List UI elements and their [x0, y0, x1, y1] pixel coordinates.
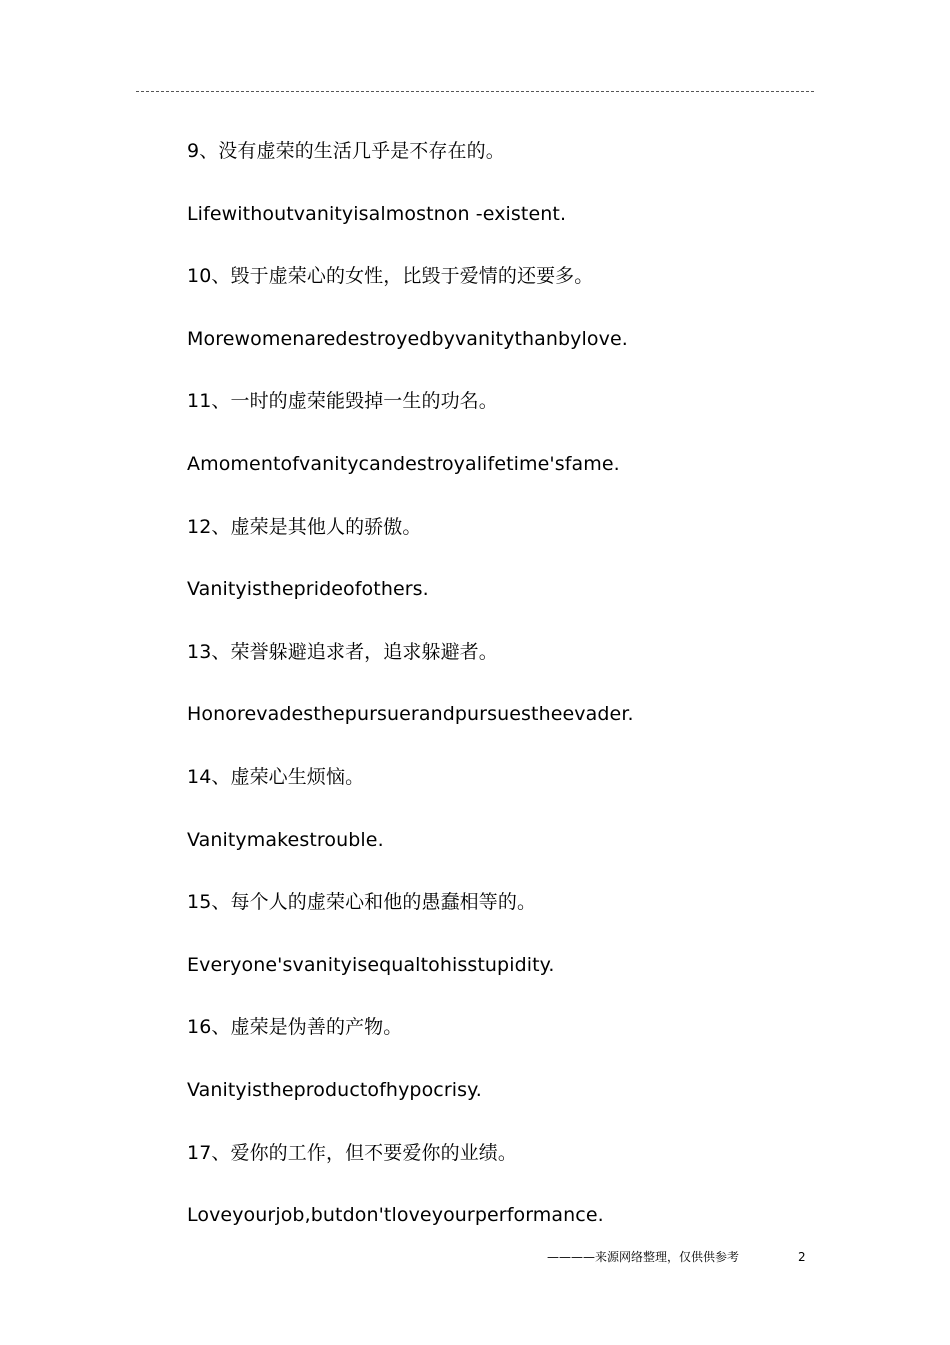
page-number: 2 [798, 1250, 806, 1264]
document-body [187, 136, 827, 1263]
quote-13-english: Honorevadesthepursuerandpursuestheevader. [187, 703, 634, 726]
quote-10-chinese: 10、毁于虚荣心的女性，比毁于爱情的还要多。 [187, 265, 594, 288]
quote-14-chinese: 14、虚荣心生烦恼。 [187, 765, 365, 788]
footer-source-note: ————来源网络整理，仅供供参考 [547, 1250, 740, 1264]
quote-15-english: Everyone'svanityisequaltohisstupidity. [187, 953, 555, 976]
quote-16-english: Vanityistheproductofhypocrisy. [187, 1078, 482, 1101]
quote-17-english: Loveyourjob,butdon'tloveyourperformance. [187, 1204, 604, 1227]
quote-11-english: Amomentofvanitycandestroyalifetime'sfame. [187, 452, 620, 475]
quote-12-chinese: 12、虚荣是其他人的骄傲。 [187, 515, 422, 538]
quote-10-english: Morewomenaredestroyedbyvanitythanbylove. [187, 327, 628, 350]
quote-9-english: Lifewithoutvanityisalmostnon -existent. [187, 202, 567, 225]
quote-9-chinese: 9、没有虚荣的生活几乎是不存在的。 [187, 140, 505, 162]
quote-15-chinese: 15、每个人的虚荣心和他的愚蠢相等的。 [187, 891, 537, 914]
header-divider [136, 91, 814, 92]
quote-14-english: Vanitymakestrouble. [187, 828, 384, 851]
quote-11-chinese: 11、一时的虚荣能毁掉一生的功名。 [187, 390, 498, 413]
quote-13-chinese: 13、荣誉躲避追求者，追求躲避者。 [187, 640, 498, 663]
quote-17-chinese: 17、爱你的工作，但不要爱你的业绩。 [187, 1141, 517, 1164]
quote-16-chinese: 16、虚荣是伪善的产物。 [187, 1016, 403, 1039]
quote-12-english: Vanityistheprideofothers. [187, 578, 429, 601]
